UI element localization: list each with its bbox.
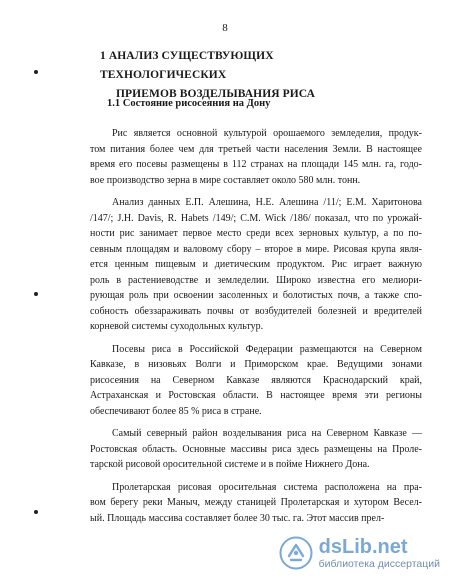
text-line: рисосеяния на Северном Кавказе являются Краснодарский край, xyxy=(90,374,422,386)
chapter-title xyxy=(60,47,400,104)
body-text xyxy=(90,126,422,526)
text-line: севным площадям и валовому сбору – второе в мире. Рисовая крупа явля- xyxy=(90,243,422,255)
text-line: Посевы риса в Российской Федерации размещаются на Северном xyxy=(112,343,422,355)
text-line: Пролетарская рисовая оросительная система расположена на пра- xyxy=(112,481,422,493)
text-line: рующая роль при освоении засоленных и болотистых почв, а также спо- xyxy=(90,290,422,301)
text-line: тарской рисовой оросительной системе и в пойме Нижнего Дона. xyxy=(90,459,370,470)
chapter-title-line-1: 1 АНАЛИЗ СУЩЕСТВУЮЩИХ ТЕХНОЛОГИЧЕСКИХ xyxy=(100,50,274,81)
scan-dot-mark xyxy=(34,70,38,74)
scan-dot-mark xyxy=(34,510,38,514)
text-line: ется ценным пищевым и диетическим продуктом. Рис играет важную xyxy=(90,259,422,270)
paragraph xyxy=(90,426,422,473)
dslib-logo-icon xyxy=(279,536,313,570)
paragraph xyxy=(90,195,422,335)
text-line: вое производство зерна в мире составляет около 580 млн. тонн. xyxy=(90,174,361,186)
paragraph-gap xyxy=(90,473,422,480)
text-line: корневой системы суходольных культур. xyxy=(90,321,264,332)
text-line: роль в растениеводстве и земледелии. Широко известна его мелиори- xyxy=(90,274,422,286)
page-number: 8 xyxy=(222,22,228,34)
paragraph xyxy=(90,342,422,420)
text-line: том питания более чем для третьей части населения Земли. В настоящее xyxy=(90,143,422,155)
watermark-brand: dsLib.net xyxy=(318,535,408,558)
text-line: ый. Площадь массива составляет более 30 тыс. га. Этот массив прел- xyxy=(90,512,385,524)
text-line: Анализ данных Е.П. Алешина, Н.Е. Алешина /11/; Е.М. Харитонова xyxy=(112,197,422,208)
paragraph-gap xyxy=(90,419,422,426)
text-line: ности рис занимает первое место среди всех зерновых культур, а по по- xyxy=(90,228,422,239)
text-line: вом берегу реки Маныч, между станицей Пролетарская и хутором Весел- xyxy=(90,497,422,508)
text-line: время его посевы размещены в 112 странах на площади 145 млн. га, годо- xyxy=(90,159,422,170)
scan-dot-mark xyxy=(34,292,38,296)
paragraph-gap xyxy=(90,188,422,195)
text-line: Самый северный район возделывания риса на Северном Кавказе — xyxy=(112,428,422,439)
text-line: Ростовская область. Основные массивы риса здесь размещены на Проле- xyxy=(90,443,422,455)
section-title: 1.1 Состояние рисосеяния на Дону xyxy=(107,98,271,109)
text-line: Рис является основной культурой орошаемого земледелия, продук- xyxy=(112,128,422,139)
watermark-subtitle: библиотека диссертаций xyxy=(318,557,440,570)
text-line: собность обеззараживать почвы от возбудителей болезней и вредителей xyxy=(90,305,422,317)
paragraph xyxy=(90,126,422,188)
text-line: /147/; J.H. Davis, R. Habets /149/; C.M. Wick /186/ показал, что по урожай- xyxy=(90,212,422,224)
text-line: обеспечивают более 85 % риса в стране. xyxy=(90,405,262,417)
text-line: Кавказе, в низовьях Волги и Приморском крае. Ведущими зонами xyxy=(90,359,422,370)
paragraph-gap xyxy=(90,335,422,342)
chapter-title-line-2: ПРИЕМОВ ВОЗДЕЛЫВАНИЯ РИСА xyxy=(116,88,316,100)
text-line: Астраханская и Ростовская области. В настоящее время эти регионы xyxy=(90,390,422,401)
paragraph xyxy=(90,480,422,527)
watermark xyxy=(279,536,440,570)
